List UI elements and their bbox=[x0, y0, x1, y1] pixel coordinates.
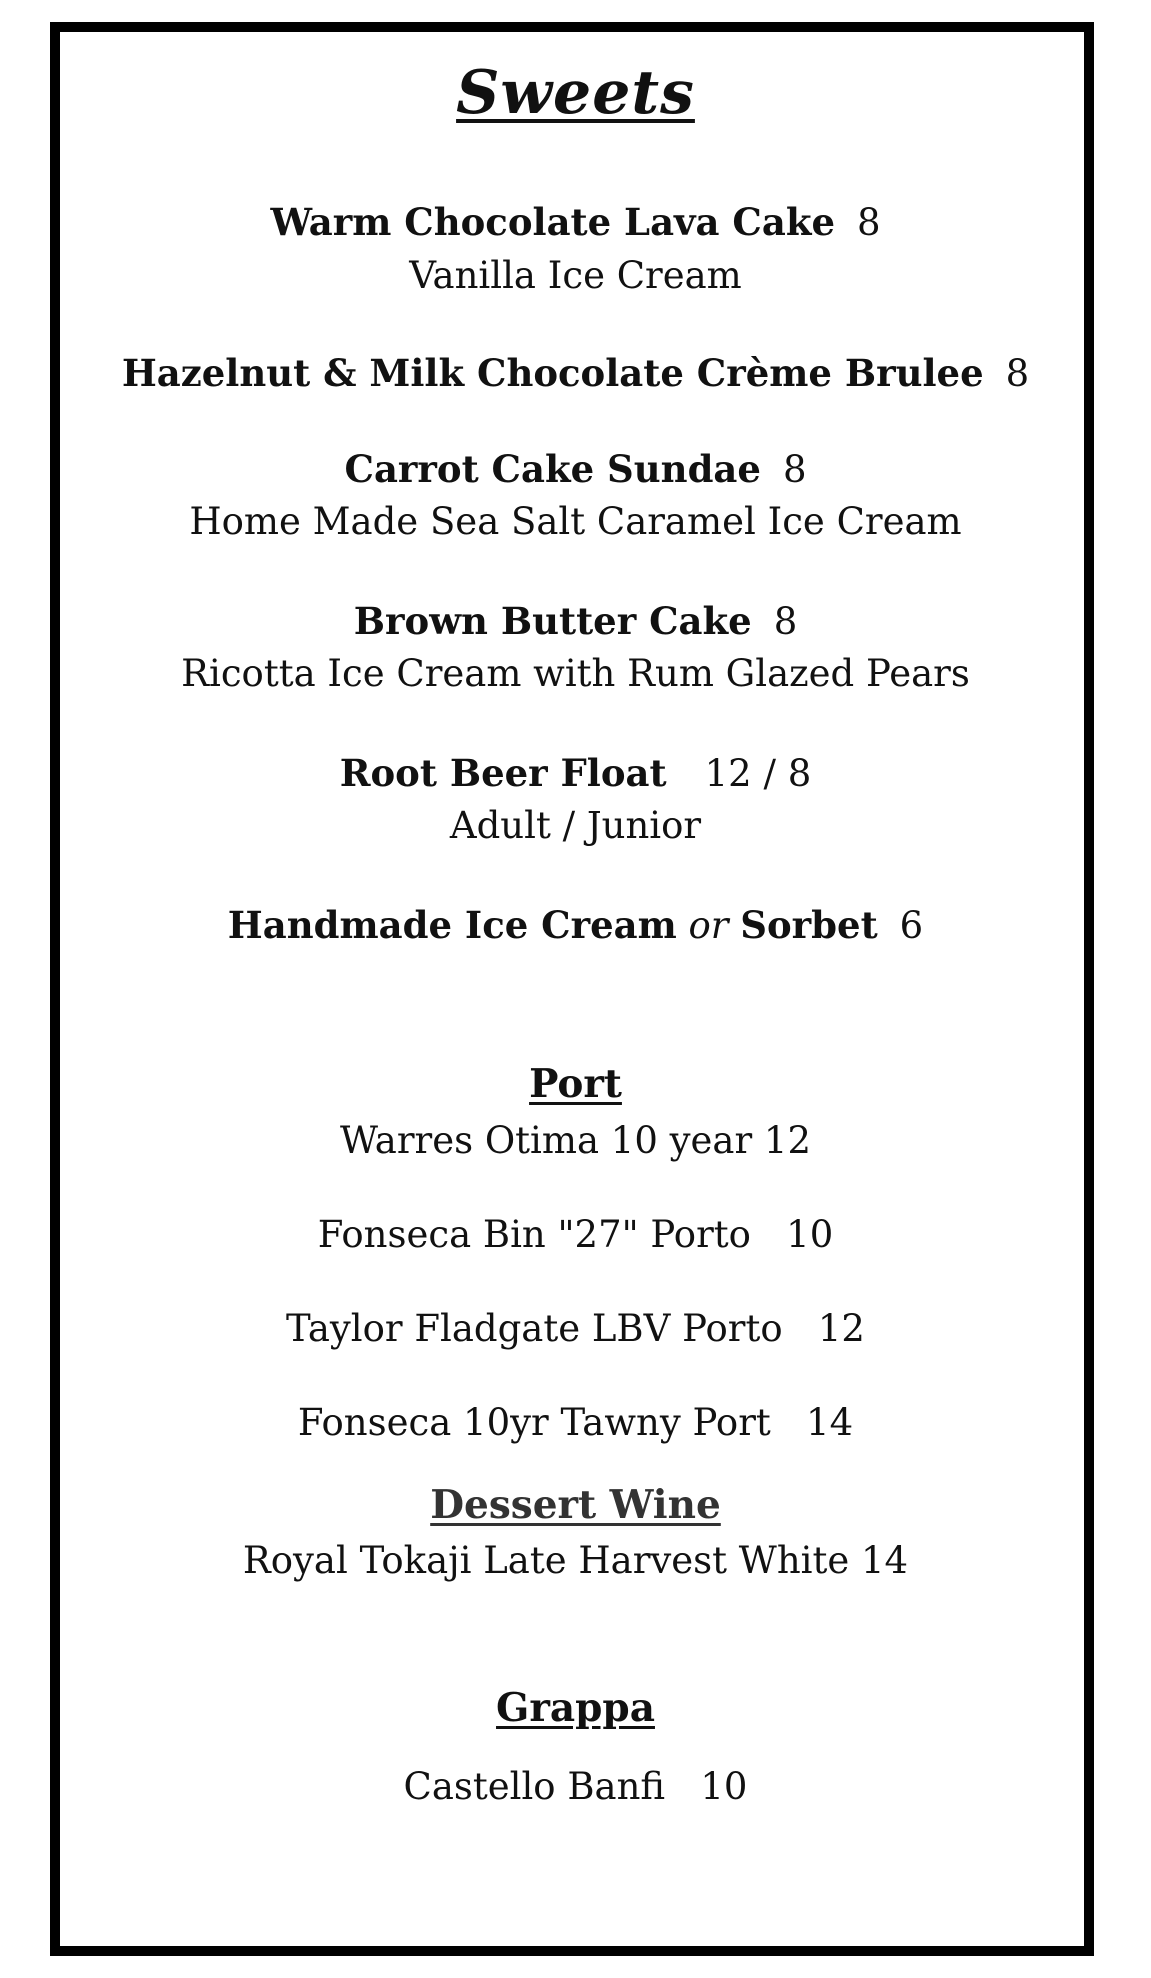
port-item-text: Taylor Fladgate LBV Porto 12 bbox=[286, 1307, 865, 1350]
port-item bbox=[0, 1399, 1151, 1447]
grappa-item-text: Castello Banfi 10 bbox=[403, 1765, 748, 1808]
grappa-item bbox=[0, 1763, 1151, 1811]
menu-item-name bbox=[0, 749, 1151, 798]
item-title: Hazelnut & Milk Chocolate Crème Brulee bbox=[121, 351, 984, 395]
item-title: Carrot Cake Sundae bbox=[344, 447, 761, 491]
port-item bbox=[0, 1305, 1151, 1353]
menu-item-name bbox=[0, 445, 1151, 494]
item-price: 8 bbox=[773, 600, 798, 643]
menu-item-name bbox=[0, 901, 1151, 950]
dessert-wine-item: Royal Tokaji Late Harvest White 14 bbox=[242, 1539, 909, 1582]
item-price: 8 bbox=[782, 448, 807, 491]
section-heading-grappa: Grappa bbox=[496, 1685, 655, 1731]
menu-item-description: Home Made Sea Salt Caramel Ice Cream bbox=[189, 500, 962, 543]
item-title: Root Beer Float bbox=[339, 751, 667, 795]
item-price: 8 bbox=[857, 201, 881, 244]
port-item bbox=[0, 1211, 1151, 1259]
menu-item-description: Adult / Junior bbox=[449, 804, 702, 847]
port-item-text: Fonseca Bin "27" Porto 10 bbox=[317, 1213, 834, 1256]
port-item: Warres Otima 10 year 12 bbox=[339, 1119, 812, 1162]
item-price: 12 / 8 bbox=[704, 752, 812, 795]
menu-title: Sweets bbox=[456, 58, 695, 128]
menu-item-name bbox=[0, 198, 1151, 247]
section-heading-port: Port bbox=[529, 1061, 622, 1107]
item-title: Warm Chocolate Lava Cake bbox=[270, 200, 835, 244]
port-item-text: Fonseca 10yr Tawny Port 14 bbox=[297, 1401, 854, 1444]
item-price: 8 bbox=[1005, 352, 1030, 395]
section-heading-dessert-wine: Dessert Wine bbox=[430, 1482, 721, 1528]
item-title: Brown Butter Cake bbox=[353, 599, 752, 643]
item-price: 6 bbox=[899, 904, 924, 947]
menu-item-description: Vanilla Ice Cream bbox=[409, 254, 742, 297]
item-title: Sorbet bbox=[740, 903, 878, 947]
item-title: Handmade Ice Cream bbox=[227, 903, 677, 947]
menu-border bbox=[50, 22, 1094, 1956]
menu-item-description: Ricotta Ice Cream with Rum Glazed Pears bbox=[181, 652, 970, 695]
menu-item-name bbox=[0, 597, 1151, 646]
item-connector: or bbox=[688, 904, 729, 947]
menu-item-name bbox=[0, 349, 1151, 398]
